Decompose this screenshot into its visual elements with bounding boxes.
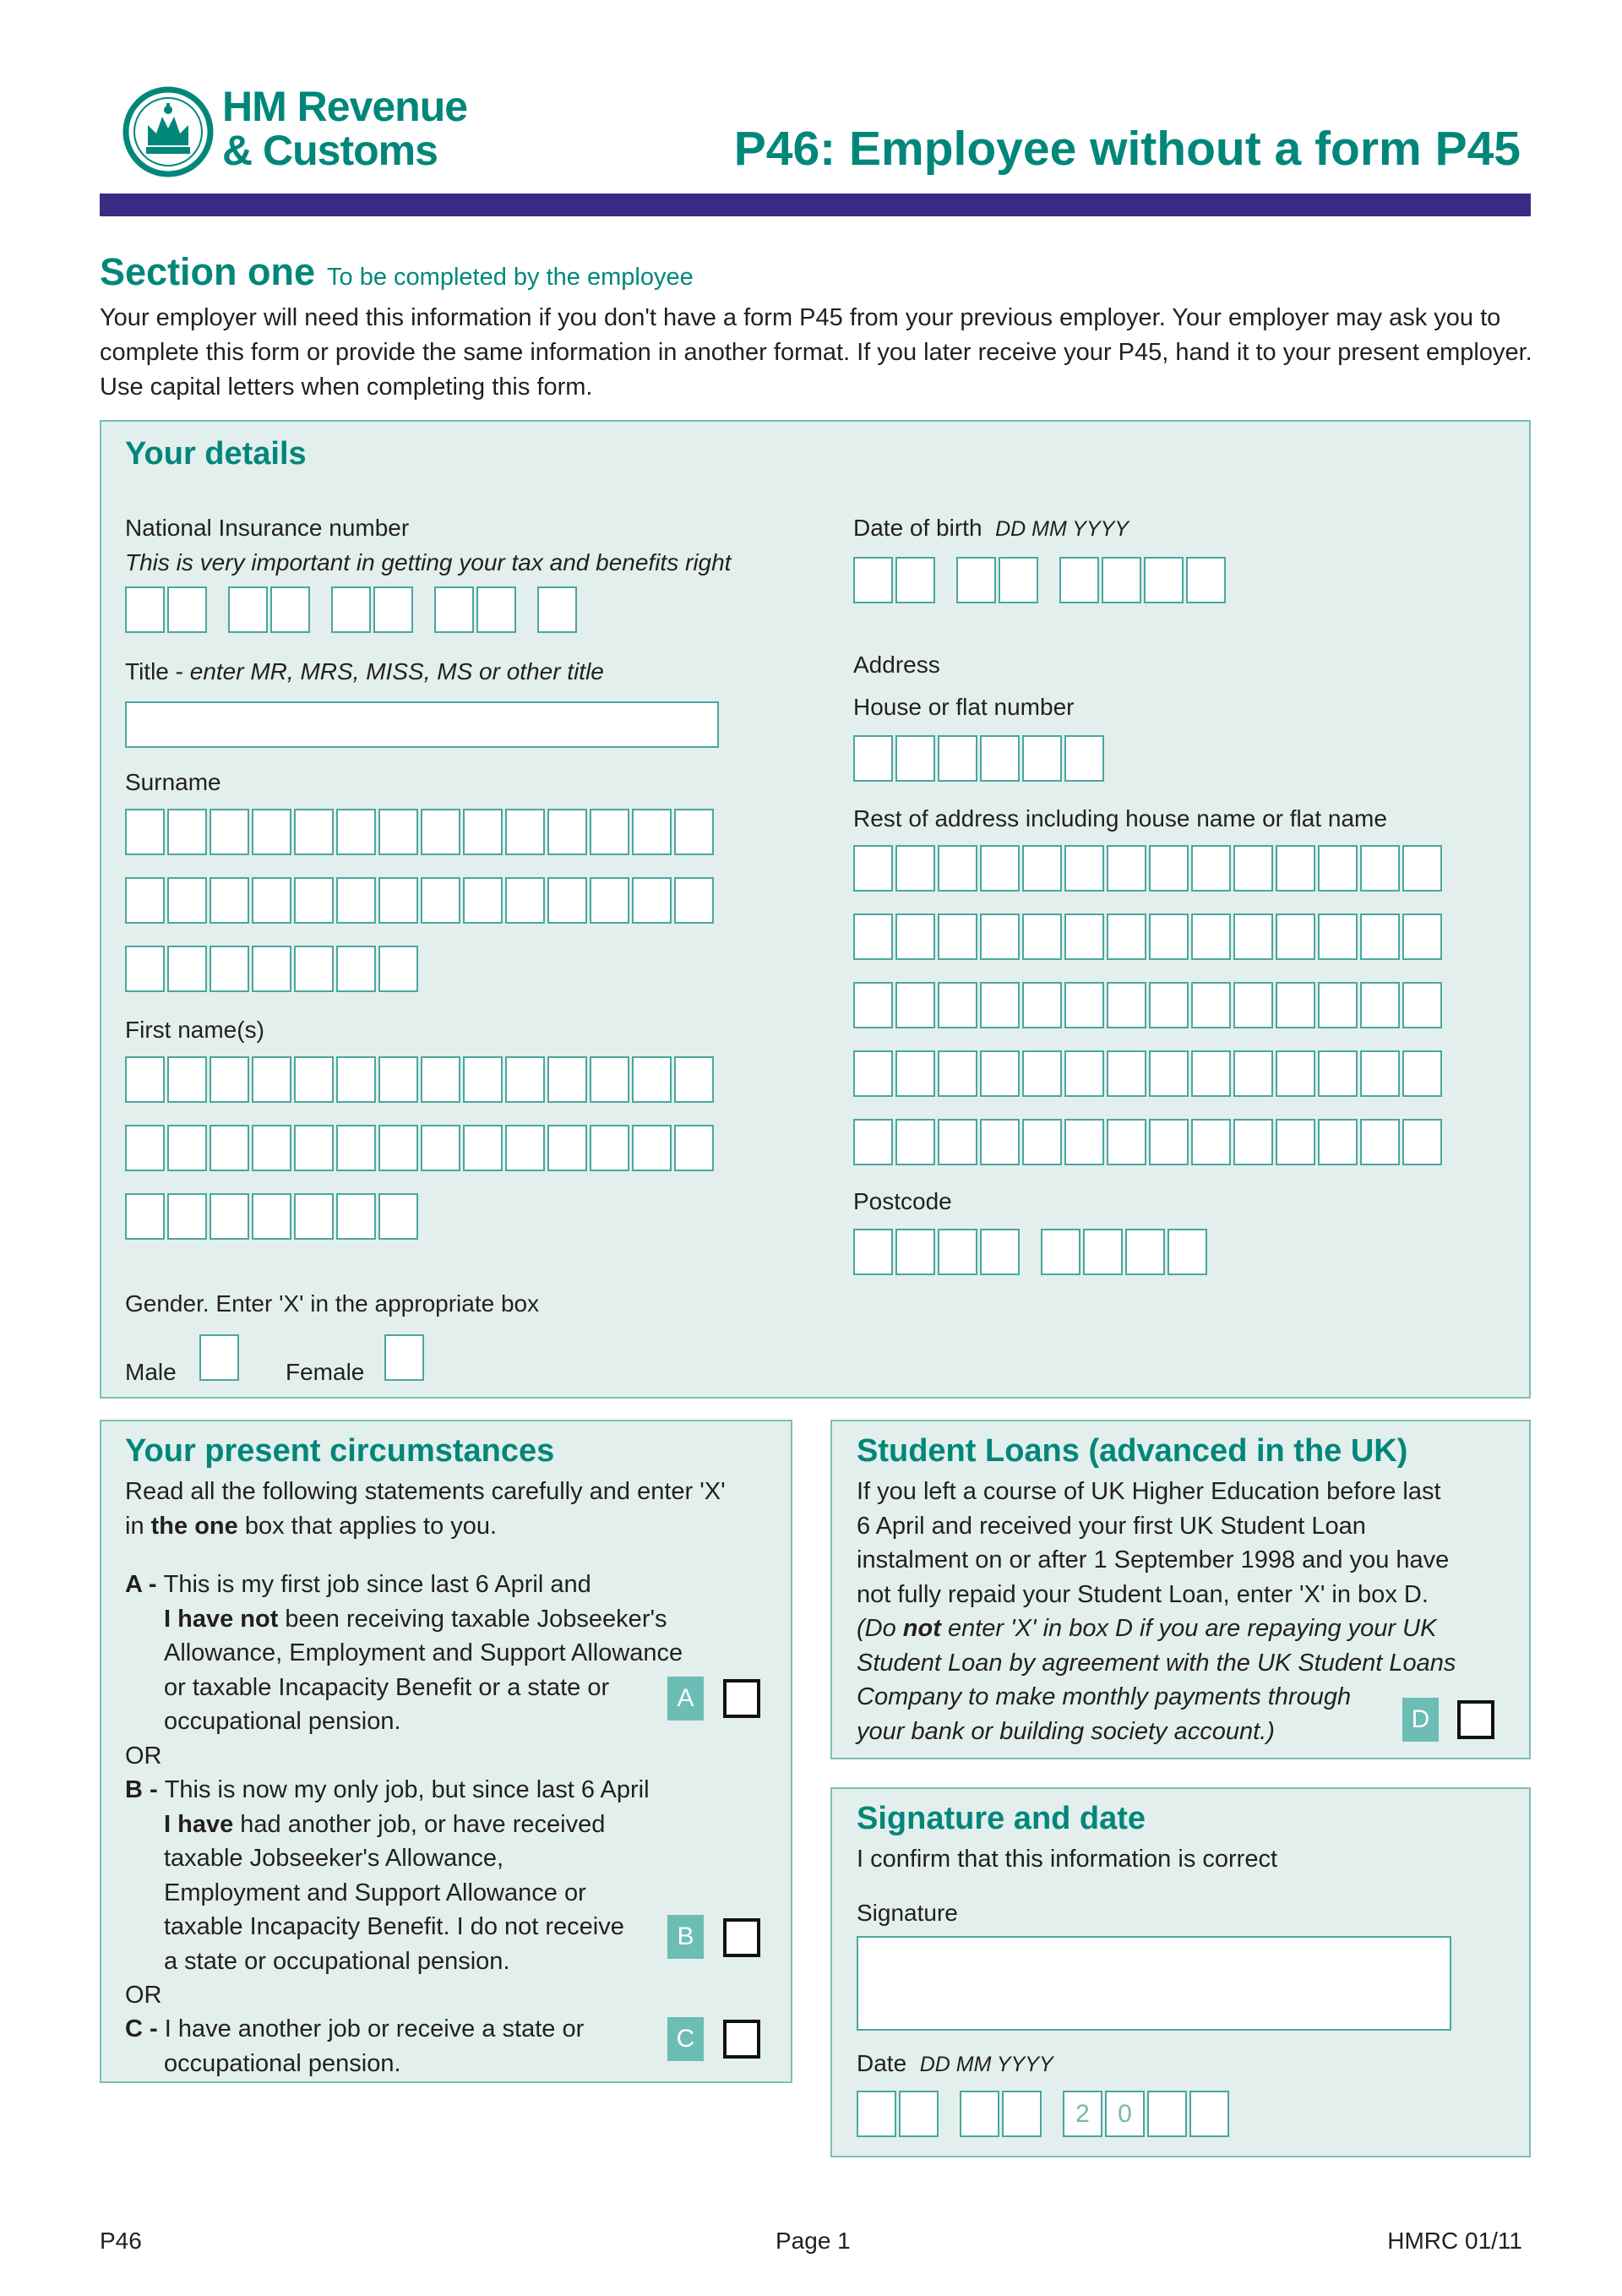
surname-char-box[interactable] xyxy=(210,809,249,855)
or-1: OR xyxy=(125,1742,162,1770)
address-char-box[interactable] xyxy=(853,982,893,1028)
postcode-char-box[interactable] xyxy=(938,1229,977,1275)
first-name-char-box[interactable] xyxy=(210,1193,249,1240)
surname-char-box[interactable] xyxy=(590,877,629,924)
year-prefill-digit: 0 xyxy=(1118,2100,1132,2128)
logo-line-1: HM Revenue xyxy=(222,83,468,130)
first-name-char-box[interactable] xyxy=(463,1056,503,1103)
address-char-box[interactable] xyxy=(1064,1050,1104,1097)
address-char-box[interactable] xyxy=(1318,913,1358,960)
ni-char-box[interactable] xyxy=(537,586,577,633)
house-number-char-box[interactable] xyxy=(980,735,1020,782)
postcode-char-box[interactable] xyxy=(1125,1229,1165,1275)
address-char-box[interactable] xyxy=(1318,982,1358,1028)
first-name-char-box[interactable] xyxy=(590,1125,629,1171)
address-char-box[interactable] xyxy=(1402,982,1442,1028)
postcode-char-box[interactable] xyxy=(1168,1229,1207,1275)
first-name-char-box[interactable] xyxy=(336,1125,376,1171)
address-char-box[interactable] xyxy=(1064,982,1104,1028)
postcode-char-box[interactable] xyxy=(1083,1229,1123,1275)
first-name-char-box[interactable] xyxy=(294,1125,334,1171)
ni-char-box[interactable] xyxy=(270,586,310,633)
first-name-char-box[interactable] xyxy=(378,1056,418,1103)
address-char-box[interactable] xyxy=(938,982,977,1028)
address-char-box[interactable] xyxy=(1191,845,1231,892)
dob-label: Date of birth DD MM YYYY xyxy=(853,515,1129,541)
male-label: Male xyxy=(125,1359,177,1385)
rest-of-address-label: Rest of address including house name or flat name xyxy=(853,805,1387,832)
first-name-char-box[interactable] xyxy=(167,1125,207,1171)
address-char-box[interactable] xyxy=(938,1050,977,1097)
ni-char-box[interactable] xyxy=(167,586,207,633)
address-char-box[interactable] xyxy=(1191,1050,1231,1097)
checkbox-c[interactable] xyxy=(723,2020,760,2059)
student-loans-text: If you left a course of UK Higher Education before last 6 April and received your first UK Student Loan instalment on or after 1 September 1998 and you have not fully repaid your Student Loan, enter 'X' in box D. (Do not enter 'X' in box D if you are repaying your UK Student Loan by agreement with the UK Student Loans Company to make monthly payments through your bank or building society account.) xyxy=(857,1478,1456,1745)
address-char-box[interactable] xyxy=(1107,913,1146,960)
address-char-box[interactable] xyxy=(1107,1119,1146,1165)
first-name-char-box[interactable] xyxy=(167,1193,207,1240)
address-char-box[interactable] xyxy=(1360,1119,1400,1165)
gender-label: Gender. Enter 'X' in the appropriate box xyxy=(125,1290,540,1317)
address-char-box[interactable] xyxy=(853,913,893,960)
address-char-box[interactable] xyxy=(1233,1119,1273,1165)
surname-char-box[interactable] xyxy=(252,877,291,924)
student-loans-panel xyxy=(830,1420,1531,1759)
surname-char-box[interactable] xyxy=(378,946,418,992)
address-char-box[interactable] xyxy=(1022,1119,1062,1165)
address-char-box[interactable] xyxy=(938,1119,977,1165)
first-name-char-box[interactable] xyxy=(294,1056,334,1103)
surname-char-box[interactable] xyxy=(547,877,587,924)
first-name-char-box[interactable] xyxy=(252,1125,291,1171)
first-name-char-box[interactable] xyxy=(378,1125,418,1171)
first-name-char-box[interactable] xyxy=(505,1125,545,1171)
address-char-box[interactable] xyxy=(895,1050,935,1097)
address-char-box[interactable] xyxy=(853,845,893,892)
circumstances-title: Your present circumstances xyxy=(125,1433,555,1469)
address-char-box[interactable] xyxy=(1233,982,1273,1028)
ni-char-box[interactable] xyxy=(228,586,268,633)
first-name-char-box[interactable] xyxy=(505,1056,545,1103)
date-char-box[interactable] xyxy=(1002,2091,1042,2137)
header-rule xyxy=(100,194,1531,216)
ni-char-box[interactable] xyxy=(373,586,413,633)
section-title xyxy=(100,250,694,294)
surname-char-box[interactable] xyxy=(252,946,291,992)
circumstances-intro: Read all the following statements carefully and enter 'X' in the one box that applies to you. xyxy=(125,1478,726,1540)
address-char-box[interactable] xyxy=(1276,1119,1315,1165)
surname-char-box[interactable] xyxy=(167,809,207,855)
address-char-box[interactable] xyxy=(1318,845,1358,892)
address-char-box[interactable] xyxy=(938,913,977,960)
address-char-box[interactable] xyxy=(1022,845,1062,892)
surname-label: Surname xyxy=(125,769,221,795)
first-name-char-box[interactable] xyxy=(125,1193,165,1240)
surname-char-box[interactable] xyxy=(505,809,545,855)
dob-char-box[interactable] xyxy=(895,557,935,603)
address-char-box[interactable] xyxy=(938,845,977,892)
signature-title: Signature and date xyxy=(857,1801,1146,1836)
address-char-box[interactable] xyxy=(1191,913,1231,960)
tag-d: D xyxy=(1402,1698,1439,1742)
address-char-box[interactable] xyxy=(1064,845,1104,892)
address-char-box[interactable] xyxy=(980,982,1020,1028)
address-char-box[interactable] xyxy=(1318,1050,1358,1097)
statement-c: C - I have another job or receive a state or occupational pension. xyxy=(125,2015,585,2077)
title-input[interactable] xyxy=(125,701,719,748)
first-name-char-box[interactable] xyxy=(421,1125,460,1171)
address-char-box[interactable] xyxy=(980,1050,1020,1097)
signature-input[interactable] xyxy=(857,1936,1451,2031)
address-char-box[interactable] xyxy=(1107,982,1146,1028)
first-name-char-box[interactable] xyxy=(463,1125,503,1171)
first-name-char-box[interactable] xyxy=(547,1125,587,1171)
address-char-box[interactable] xyxy=(895,913,935,960)
first-name-char-box[interactable] xyxy=(125,1056,165,1103)
surname-char-box[interactable] xyxy=(632,877,672,924)
surname-char-box[interactable] xyxy=(463,877,503,924)
surname-char-box[interactable] xyxy=(547,809,587,855)
date-char-box[interactable] xyxy=(1189,2091,1229,2137)
surname-char-box[interactable] xyxy=(210,946,249,992)
address-char-box[interactable] xyxy=(1149,982,1189,1028)
surname-char-box[interactable] xyxy=(252,809,291,855)
dob-char-box[interactable] xyxy=(999,557,1038,603)
date-label: Date DD MM YYYY xyxy=(857,2050,1053,2076)
surname-char-box[interactable] xyxy=(336,946,376,992)
address-char-box[interactable] xyxy=(1402,1119,1442,1165)
dob-char-box[interactable] xyxy=(956,557,996,603)
address-char-box[interactable] xyxy=(980,913,1020,960)
house-number-char-box[interactable] xyxy=(1022,735,1062,782)
surname-char-box[interactable] xyxy=(590,809,629,855)
date-char-box[interactable] xyxy=(1147,2091,1187,2137)
house-label: House or flat number xyxy=(853,694,1075,720)
surname-char-box[interactable] xyxy=(125,946,165,992)
address-char-box[interactable] xyxy=(1276,1050,1315,1097)
first-name-char-box[interactable] xyxy=(632,1056,672,1103)
ni-char-box[interactable] xyxy=(434,586,474,633)
address-char-box[interactable] xyxy=(895,845,935,892)
address-char-box[interactable] xyxy=(853,1050,893,1097)
address-char-box[interactable] xyxy=(1402,913,1442,960)
ni-char-box[interactable] xyxy=(331,586,371,633)
first-name-char-box[interactable] xyxy=(210,1056,249,1103)
surname-char-box[interactable] xyxy=(674,809,714,855)
address-char-box[interactable] xyxy=(1233,913,1273,960)
address-char-box[interactable] xyxy=(1318,1119,1358,1165)
first-name-char-box[interactable] xyxy=(167,1056,207,1103)
address-char-box[interactable] xyxy=(980,845,1020,892)
tag-c: C xyxy=(667,2017,704,2061)
your-details-panel xyxy=(100,420,1531,1399)
circumstances-panel xyxy=(100,1420,792,2083)
dob-char-box[interactable] xyxy=(1102,557,1141,603)
first-names-label: First name(s) xyxy=(125,1017,264,1043)
first-name-char-box[interactable] xyxy=(336,1056,376,1103)
title-label: Title - enter MR, MRS, MISS, MS or other title xyxy=(125,658,604,684)
signature-label: Signature xyxy=(857,1900,958,1926)
postcode-char-box[interactable] xyxy=(853,1229,893,1275)
surname-char-box[interactable] xyxy=(336,877,376,924)
section-intro: Your employer will need this information if you don't have a form P45 from your previous employer. Your employer may ask you to complete this form or provide the same information in another format. If you later receive your P45, hand it to your present employer. Use capital letters when completing this form. xyxy=(100,304,1532,401)
postcode-char-box[interactable] xyxy=(980,1229,1020,1275)
royal-crest-icon xyxy=(122,86,214,177)
house-number-char-box[interactable] xyxy=(895,735,935,782)
address-char-box[interactable] xyxy=(980,1119,1020,1165)
checkbox-d[interactable] xyxy=(1457,1700,1494,1739)
surname-char-box[interactable] xyxy=(125,809,165,855)
surname-char-box[interactable] xyxy=(421,809,460,855)
address-char-box[interactable] xyxy=(1402,845,1442,892)
address-char-box[interactable] xyxy=(1149,845,1189,892)
form-title: P46: Employee without a form P45 xyxy=(733,122,1521,176)
signature-panel xyxy=(830,1787,1531,2157)
address-char-box[interactable] xyxy=(1360,1050,1400,1097)
address-char-box[interactable] xyxy=(1149,1119,1189,1165)
surname-char-box[interactable] xyxy=(336,809,376,855)
address-char-box[interactable] xyxy=(1064,913,1104,960)
address-char-box[interactable] xyxy=(1149,913,1189,960)
male-checkbox[interactable] xyxy=(199,1334,239,1381)
checkbox-b[interactable] xyxy=(723,1918,760,1957)
date-char-box[interactable] xyxy=(899,2091,939,2137)
date-char-box[interactable] xyxy=(857,2091,896,2137)
footer-form-code: P46 xyxy=(100,2228,142,2254)
address-char-box[interactable] xyxy=(1276,982,1315,1028)
house-number-char-box[interactable] xyxy=(938,735,977,782)
address-char-box[interactable] xyxy=(1022,913,1062,960)
your-details-title: Your details xyxy=(125,436,307,472)
address-char-box[interactable] xyxy=(1360,982,1400,1028)
address-label: Address xyxy=(853,652,940,678)
first-name-char-box[interactable] xyxy=(210,1125,249,1171)
first-name-char-box[interactable] xyxy=(336,1193,376,1240)
address-char-box[interactable] xyxy=(895,1119,935,1165)
first-name-char-box[interactable] xyxy=(674,1125,714,1171)
surname-char-box[interactable] xyxy=(378,877,418,924)
section-title-text: Section one xyxy=(100,250,316,293)
ni-char-box[interactable] xyxy=(476,586,516,633)
address-char-box[interactable] xyxy=(895,982,935,1028)
first-name-char-box[interactable] xyxy=(125,1125,165,1171)
tag-b: B xyxy=(667,1915,704,1959)
surname-char-box[interactable] xyxy=(505,877,545,924)
surname-char-box[interactable] xyxy=(421,877,460,924)
statement-a: A - This is my first job since last 6 April and I have not been receiving taxable Jobseeker's Allowance, Employment and Support Allowance or taxable Incapacity Benefit or a state or occupational pension. xyxy=(125,1571,683,1735)
address-char-box[interactable] xyxy=(1149,1050,1189,1097)
surname-char-box[interactable] xyxy=(674,877,714,924)
ni-hint: This is very important in getting your tax and benefits right xyxy=(125,549,732,575)
address-char-box[interactable] xyxy=(1064,1119,1104,1165)
address-char-box[interactable] xyxy=(1233,845,1273,892)
first-name-char-box[interactable] xyxy=(252,1056,291,1103)
surname-char-box[interactable] xyxy=(463,809,503,855)
dob-char-box[interactable] xyxy=(1059,557,1099,603)
female-checkbox[interactable] xyxy=(384,1334,424,1381)
surname-char-box[interactable] xyxy=(294,877,334,924)
first-name-char-box[interactable] xyxy=(378,1193,418,1240)
address-char-box[interactable] xyxy=(1360,913,1400,960)
surname-char-box[interactable] xyxy=(632,809,672,855)
signature-confirm: I confirm that this information is correct xyxy=(857,1846,1277,1873)
dob-char-box[interactable] xyxy=(1186,557,1226,603)
tag-a: A xyxy=(667,1677,704,1721)
female-label: Female xyxy=(286,1359,365,1385)
ni-char-box[interactable] xyxy=(125,586,165,633)
section-subtitle: To be completed by the employee xyxy=(327,264,694,291)
surname-char-box[interactable] xyxy=(167,946,207,992)
dob-char-box[interactable] xyxy=(853,557,893,603)
house-number-char-box[interactable] xyxy=(1064,735,1104,782)
year-prefill-digit: 2 xyxy=(1075,2100,1090,2128)
first-name-char-box[interactable] xyxy=(252,1193,291,1240)
surname-char-box[interactable] xyxy=(125,877,165,924)
surname-char-box[interactable] xyxy=(378,809,418,855)
surname-char-box[interactable] xyxy=(294,809,334,855)
address-char-box[interactable] xyxy=(1276,913,1315,960)
surname-char-box[interactable] xyxy=(167,877,207,924)
address-char-box[interactable] xyxy=(1191,1119,1231,1165)
footer-version: HMRC 01/11 xyxy=(1387,2228,1522,2254)
postcode-char-box[interactable] xyxy=(895,1229,935,1275)
address-char-box[interactable] xyxy=(1107,845,1146,892)
checkbox-a[interactable] xyxy=(723,1679,760,1718)
house-number-char-box[interactable] xyxy=(853,735,893,782)
ni-label: National Insurance number xyxy=(125,515,410,541)
address-char-box[interactable] xyxy=(1360,845,1400,892)
first-name-char-box[interactable] xyxy=(632,1125,672,1171)
hmrc-logo xyxy=(122,85,477,182)
address-char-box[interactable] xyxy=(1233,1050,1273,1097)
footer-page-number: Page 1 xyxy=(776,2228,851,2254)
surname-char-box[interactable] xyxy=(210,877,249,924)
statement-b: B - This is now my only job, but since last 6 April I have had another job, or have received taxable Jobseeker's Allowance, Employment and Support Allowance or taxable Incapacity Benefit. I do not receive a state or occupational pension. xyxy=(125,1776,650,1975)
surname-char-box[interactable] xyxy=(294,946,334,992)
address-char-box[interactable] xyxy=(1022,982,1062,1028)
postcode-label: Postcode xyxy=(853,1188,952,1214)
first-name-char-box[interactable] xyxy=(590,1056,629,1103)
first-name-char-box[interactable] xyxy=(674,1056,714,1103)
student-loans-title: Student Loans (advanced in the UK) xyxy=(857,1433,1408,1469)
first-name-char-box[interactable] xyxy=(421,1056,460,1103)
first-name-char-box[interactable] xyxy=(294,1193,334,1240)
address-char-box[interactable] xyxy=(1107,1050,1146,1097)
address-char-box[interactable] xyxy=(1022,1050,1062,1097)
postcode-char-box[interactable] xyxy=(1041,1229,1080,1275)
dob-char-box[interactable] xyxy=(1144,557,1184,603)
address-char-box[interactable] xyxy=(853,1119,893,1165)
logo-line-2: & Customs xyxy=(222,127,438,174)
address-char-box[interactable] xyxy=(1276,845,1315,892)
address-char-box[interactable] xyxy=(1402,1050,1442,1097)
date-char-box[interactable] xyxy=(960,2091,999,2137)
or-2: OR xyxy=(125,1982,162,2009)
first-name-char-box[interactable] xyxy=(547,1056,587,1103)
address-char-box[interactable] xyxy=(1191,982,1231,1028)
